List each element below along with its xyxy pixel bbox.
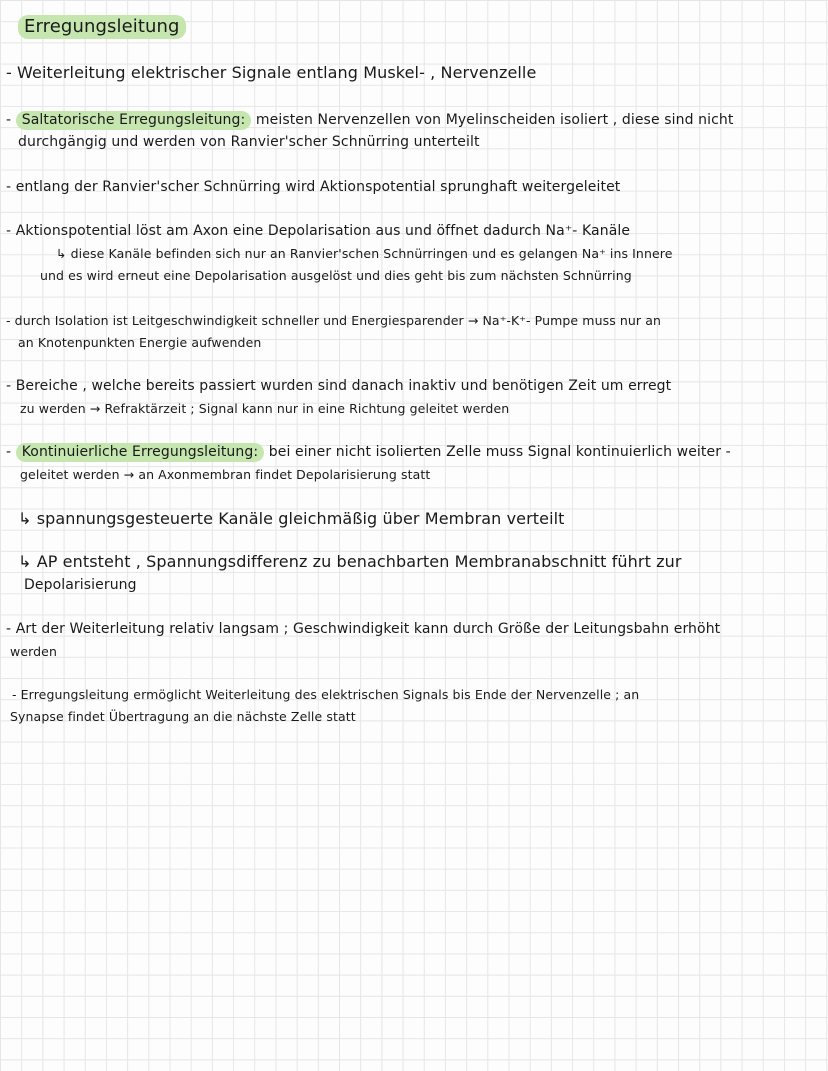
note-line-18: werden — [10, 644, 57, 659]
page-title — [18, 18, 186, 36]
note-line-9: an Knotenpunkten Energie aufwenden — [18, 335, 262, 350]
note-line-5: - Aktionspotential löst am Axon eine Depolarisation aus und öffnet dadurch Na⁺- Kanäle — [6, 223, 631, 239]
saltatory-text: meisten Nervenzellen von Myelinscheiden isoliert , diese sind nicht — [251, 112, 734, 128]
note-line-1: - Weiterleitung elektrischer Signale entlang Muskel- , Nervenzelle — [6, 63, 537, 82]
note-line-8: - durch Isolation ist Leitgeschwindigkeit schneller und Energiesparender → Na⁺-K⁺- Pumpe muss nur an — [6, 313, 662, 328]
note-line-15: ↳ AP entsteht , Spannungsdifferenz zu benachbarten Membranabschnitt führt zur — [18, 552, 682, 571]
note-line-2: - Saltatorische Erregungsleitung: meisten Nervenzellen von Myelinscheiden isoliert , diese sind nicht — [6, 112, 734, 128]
note-line-19: - Erregungsleitung ermöglicht Weiterleitung des elektrischen Signals bis Ende der Nervenzelle ; an — [12, 687, 640, 702]
note-line-14: ↳ spannungsgesteuerte Kanäle gleichmäßig über Membran verteilt — [18, 509, 565, 528]
note-line-3: durchgängig und werden von Ranvier'scher Schnürring unterteilt — [18, 134, 480, 150]
title-highlight: Erregungsleitung — [18, 15, 186, 39]
continuous-text: bei einer nicht isolierten Zelle muss Signal kontinuierlich weiter - — [264, 444, 731, 460]
continuous-heading: Kontinuierliche Erregungsleitung: — [16, 443, 264, 462]
saltatory-heading: Saltatorische Erregungsleitung: — [16, 111, 252, 130]
note-line-16: Depolarisierung — [24, 577, 137, 593]
note-line-17: - Art der Weiterleitung relativ langsam ; Geschwindigkeit kann durch Größe der Leitungsbahn erhöht — [6, 621, 721, 637]
note-line-20: Synapse findet Übertragung an die nächste Zelle statt — [10, 709, 356, 724]
note-line-10: - Bereiche , welche bereits passiert wurden sind danach inaktiv und benötigen Zeit um erregt — [6, 378, 672, 394]
note-line-4: - entlang der Ranvier'scher Schnürring wird Aktionspotential sprunghaft weitergeleitet — [6, 179, 621, 195]
note-line-11: zu werden → Refraktärzeit ; Signal kann nur in eine Richtung geleitet werden — [20, 401, 510, 416]
note-line-6: ↳ diese Kanäle befinden sich nur an Ranvier'schen Schnürringen und es gelangen Na⁺ ins Innere — [56, 246, 673, 261]
note-line-13: geleitet werden → an Axonmembran findet Depolarisierung statt — [20, 467, 431, 482]
note-line-7: und es wird erneut eine Depolarisation ausgelöst und dies geht bis zum nächsten Schnürring — [40, 268, 632, 283]
note-line-12: - Kontinuierliche Erregungsleitung: bei einer nicht isolierten Zelle muss Signal kontinuierlich weiter - — [6, 444, 731, 460]
